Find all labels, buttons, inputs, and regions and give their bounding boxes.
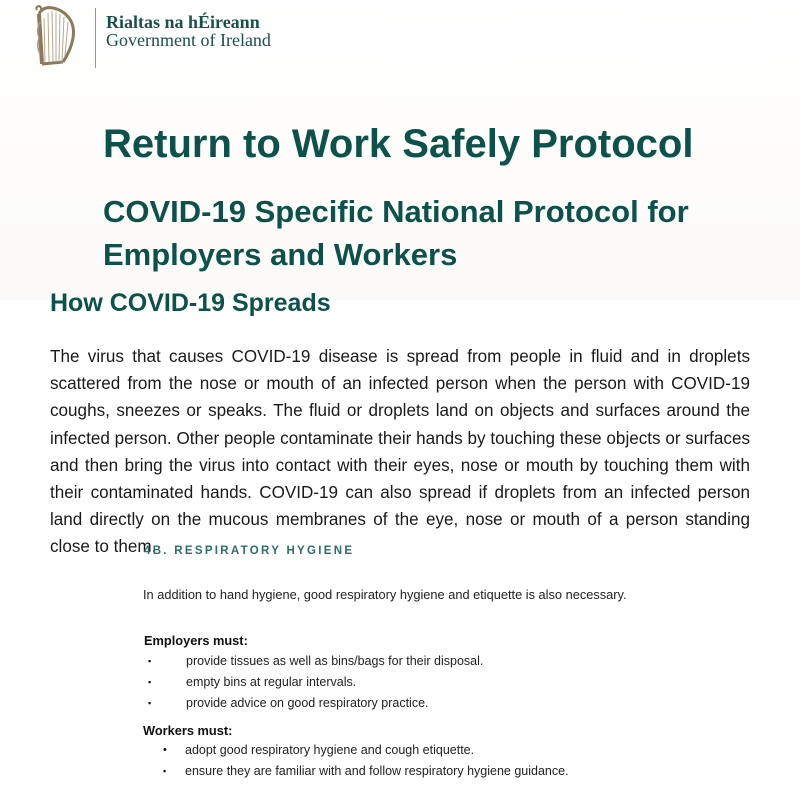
document-title: Return to Work Safely Protocol <box>103 122 694 166</box>
workers-label: Workers must: <box>143 723 233 738</box>
document-subtitle <box>103 190 783 276</box>
respiratory-hygiene-intro: In addition to hand hygiene, good respiratory hygiene and etiquette is also necessary. <box>143 587 627 602</box>
list-item-text: provide tissues as well as bins/bags for their disposal. <box>186 654 484 668</box>
section-body-paragraph: The virus that causes COVID-19 disease is spread from people in fluid and in droplets scattered from the nose or mouth of an infected person when the person with COVID-19 coughs, sneezes or speaks. The fluid or droplets land on objects and surfaces around the infected person. Other people contaminate their hands by touching these objects or surfaces and then bring the virus into contact with their eyes, nose or mouth by touching them with their contaminated hands. COVID-19 can also spread if droplets from an infected person land directly on the mucous membranes of the eye, nose or mouth of a person standing close to them. <box>50 347 750 557</box>
harp-emblem-icon <box>33 4 79 66</box>
square-bullet-icon: ▪ <box>163 766 167 776</box>
government-name-english: Government of Ireland <box>106 30 271 50</box>
document-subtitle-line-2: Employers and Workers <box>103 237 458 272</box>
list-item-text: adopt good respiratory hygiene and cough etiquette. <box>185 743 475 757</box>
employers-label: Employers must: <box>144 633 248 648</box>
list-item-text: ensure they are familiar with and follow respiratory hygiene guidance. <box>185 764 569 778</box>
crest-divider <box>95 8 96 68</box>
government-name-irish: Rialtas na hÉireann <box>106 12 260 32</box>
square-bullet-icon: ▪ <box>148 656 152 666</box>
list-item-text: provide advice on good respiratory practice. <box>186 696 429 710</box>
list-item-text: empty bins at regular intervals. <box>186 675 357 689</box>
respiratory-hygiene-heading: 4B. RESPIRATORY HYGIENE <box>144 545 355 557</box>
square-bullet-icon: ▪ <box>148 677 152 687</box>
square-bullet-icon: ▪ <box>148 698 152 708</box>
section-heading: How COVID-19 Spreads <box>50 289 331 317</box>
round-bullet-icon: • <box>163 744 167 756</box>
document-subtitle-line-1: COVID-19 Specific National Protocol for <box>103 194 689 229</box>
